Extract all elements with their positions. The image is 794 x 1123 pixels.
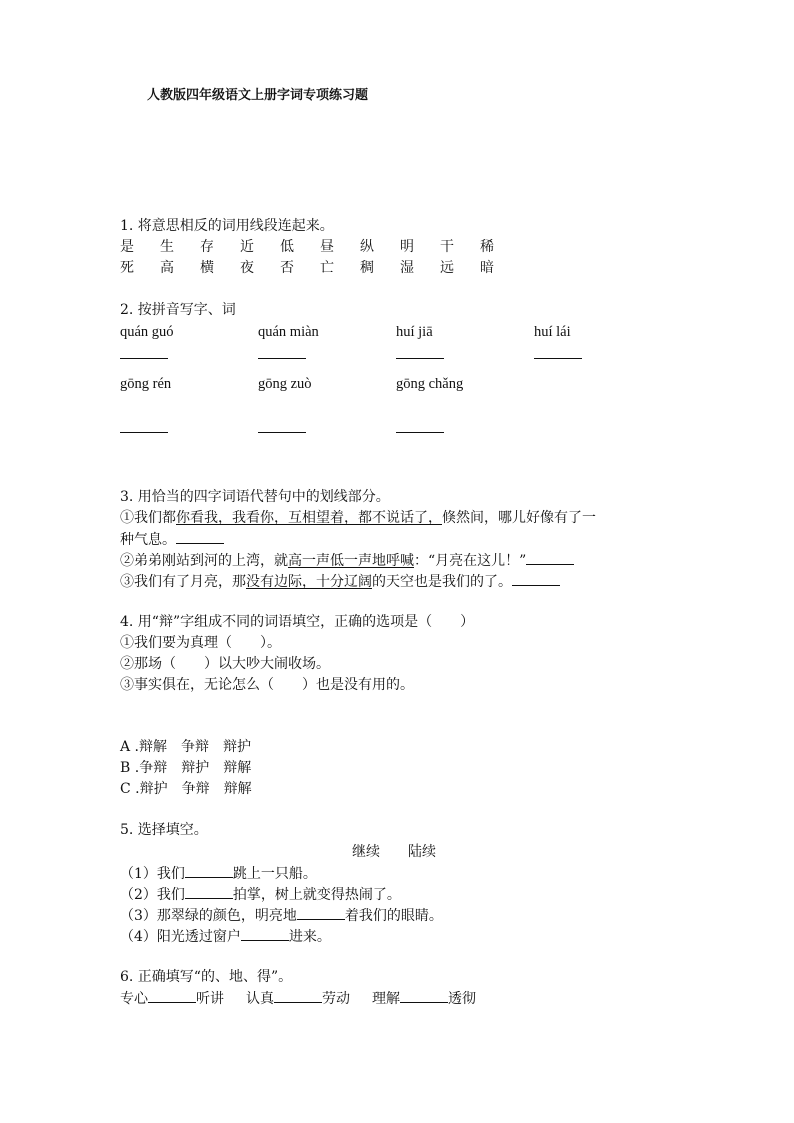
q1-row1 (120, 237, 520, 257)
answer-blank[interactable] (297, 905, 345, 920)
q1-char: 明 (400, 239, 414, 255)
answer-blank[interactable] (148, 988, 196, 1003)
q5-sentence-2 (120, 884, 401, 905)
q5-text: 进来。 (288, 929, 331, 945)
q3-sentence-2 (120, 550, 574, 571)
q1-char: 生 (160, 239, 174, 255)
answer-blank[interactable] (120, 344, 168, 359)
q3-text: 种气息。 (120, 532, 176, 548)
q1-char: 干 (440, 239, 454, 255)
q1-row2 (120, 258, 520, 278)
q1-char: 纵 (360, 239, 374, 255)
q1-char: 亡 (320, 260, 334, 276)
q1-char: 横 (200, 260, 214, 276)
q3-underlined: 高一声低一声地呼喊 (288, 553, 414, 569)
answer-blank[interactable] (396, 418, 444, 433)
q2-pinyin: quán guó (120, 324, 174, 340)
q5-text: 着我们的眼睛。 (344, 908, 443, 924)
q1-heading: 1. 将意思相反的词用线段连起来。 (120, 218, 334, 234)
q5-heading: 5. 选择填空。 (120, 822, 208, 838)
q3-sentence-1-cont (120, 529, 224, 550)
q3-text: 倏然间，哪儿好像有了一 (442, 510, 596, 526)
answer-blank[interactable] (396, 344, 444, 359)
q5-sentence-3 (120, 905, 443, 926)
q2-pinyin: gōng zuò (258, 376, 312, 392)
q3-sentence-1 (120, 508, 596, 528)
answer-blank[interactable] (512, 571, 560, 586)
q6-text: 透彻 (448, 991, 476, 1007)
q5-text: （1）我们 (120, 866, 185, 882)
answer-blank[interactable] (241, 926, 289, 941)
q3-underlined: 没有边际，十分辽阔 (246, 574, 372, 590)
q1-char: 低 (280, 239, 294, 255)
q1-char: 死 (120, 260, 134, 276)
q4-heading: 4. 用“辩”字组成不同的词语填空，正确的选项是（ ） (120, 614, 475, 630)
q3-text: ①我们都 (120, 510, 176, 526)
answer-blank[interactable] (185, 863, 233, 878)
q1-char: 昼 (320, 239, 334, 255)
q3-text: ③我们有了月亮，那 (120, 574, 246, 590)
q5-text: 拍掌，树上就变得热闹了。 (232, 887, 401, 903)
page-title: 人教版四年级语文上册字词专项练习题 (147, 88, 369, 103)
q2-pinyin: huí lái (534, 324, 571, 340)
q1-char: 高 (160, 260, 174, 276)
q2-pinyin: huí jiā (396, 324, 433, 340)
q4-option-c[interactable]: C .辩护 争辩 辩解 (120, 781, 252, 797)
q4-option-a[interactable]: A .辩解 争辩 辩护 (120, 739, 252, 755)
answer-blank[interactable] (185, 884, 233, 899)
q2-pinyin: gōng chǎng (396, 376, 464, 392)
q5-text: （2）我们 (120, 887, 185, 903)
q5-text: （3）那翠绿的颜色，明亮地 (120, 908, 297, 924)
q3-text: ②弟弟刚站到河的上湾，就 (120, 553, 288, 569)
q1-char: 暗 (480, 260, 494, 276)
q6-text: 理解 (372, 991, 400, 1007)
q1-char: 夜 (240, 260, 254, 276)
q5-sentence-4 (120, 926, 331, 947)
answer-blank[interactable] (274, 988, 322, 1003)
answer-blank[interactable] (176, 529, 224, 544)
answer-blank[interactable] (258, 344, 306, 359)
q3-text: 的天空也是我们的了。 (372, 574, 512, 590)
q5-choices: 继续 陆续 (352, 844, 436, 860)
q6-text: 专心 (120, 991, 148, 1007)
answer-blank[interactable] (534, 344, 582, 359)
q2-heading: 2. 按拼音写字、词 (120, 302, 236, 318)
q5-text: 跳上一只船。 (232, 866, 317, 882)
q4-sentence-3: ③事实俱在，无论怎么（ ）也是没有用的。 (120, 677, 414, 693)
q6-text: 听讲 (196, 991, 224, 1007)
q4-option-b[interactable]: B .争辩 辩护 辩解 (120, 760, 252, 776)
q4-sentence-2: ②那场（ ）以大吵大闹收场。 (120, 656, 330, 672)
q1-char: 近 (240, 239, 254, 255)
q1-char: 否 (280, 260, 294, 276)
answer-blank[interactable] (120, 418, 168, 433)
q2-pinyin: quán miàn (258, 324, 319, 340)
answer-blank[interactable] (258, 418, 306, 433)
answer-blank[interactable] (400, 988, 448, 1003)
q5-text: （4）阳光透过窗户 (120, 929, 241, 945)
q1-char: 存 (200, 239, 214, 255)
q6-text: 认真 (246, 991, 274, 1007)
q1-char: 稀 (480, 239, 494, 255)
q1-char: 稠 (360, 260, 374, 276)
q3-sentence-3 (120, 571, 560, 592)
q1-char: 远 (440, 260, 454, 276)
q4-sentence-1: ①我们要为真理（ ）。 (120, 635, 281, 651)
q6-heading: 6. 正确填写“的、地、得”。 (120, 969, 293, 985)
q3-heading: 3. 用恰当的四字词语代替句中的划线部分。 (120, 489, 390, 505)
q6-items (120, 988, 476, 1009)
q6-text: 劳动 (322, 991, 350, 1007)
answer-blank[interactable] (526, 550, 574, 565)
q1-char: 是 (120, 239, 134, 255)
q3-text: ：“月亮在这儿！” (414, 553, 527, 569)
q5-sentence-1 (120, 863, 317, 884)
q1-char: 湿 (400, 260, 414, 276)
q2-pinyin: gōng rén (120, 376, 172, 392)
q3-underlined: 你看我，我看你，互相望着，都不说话了， (176, 510, 442, 526)
